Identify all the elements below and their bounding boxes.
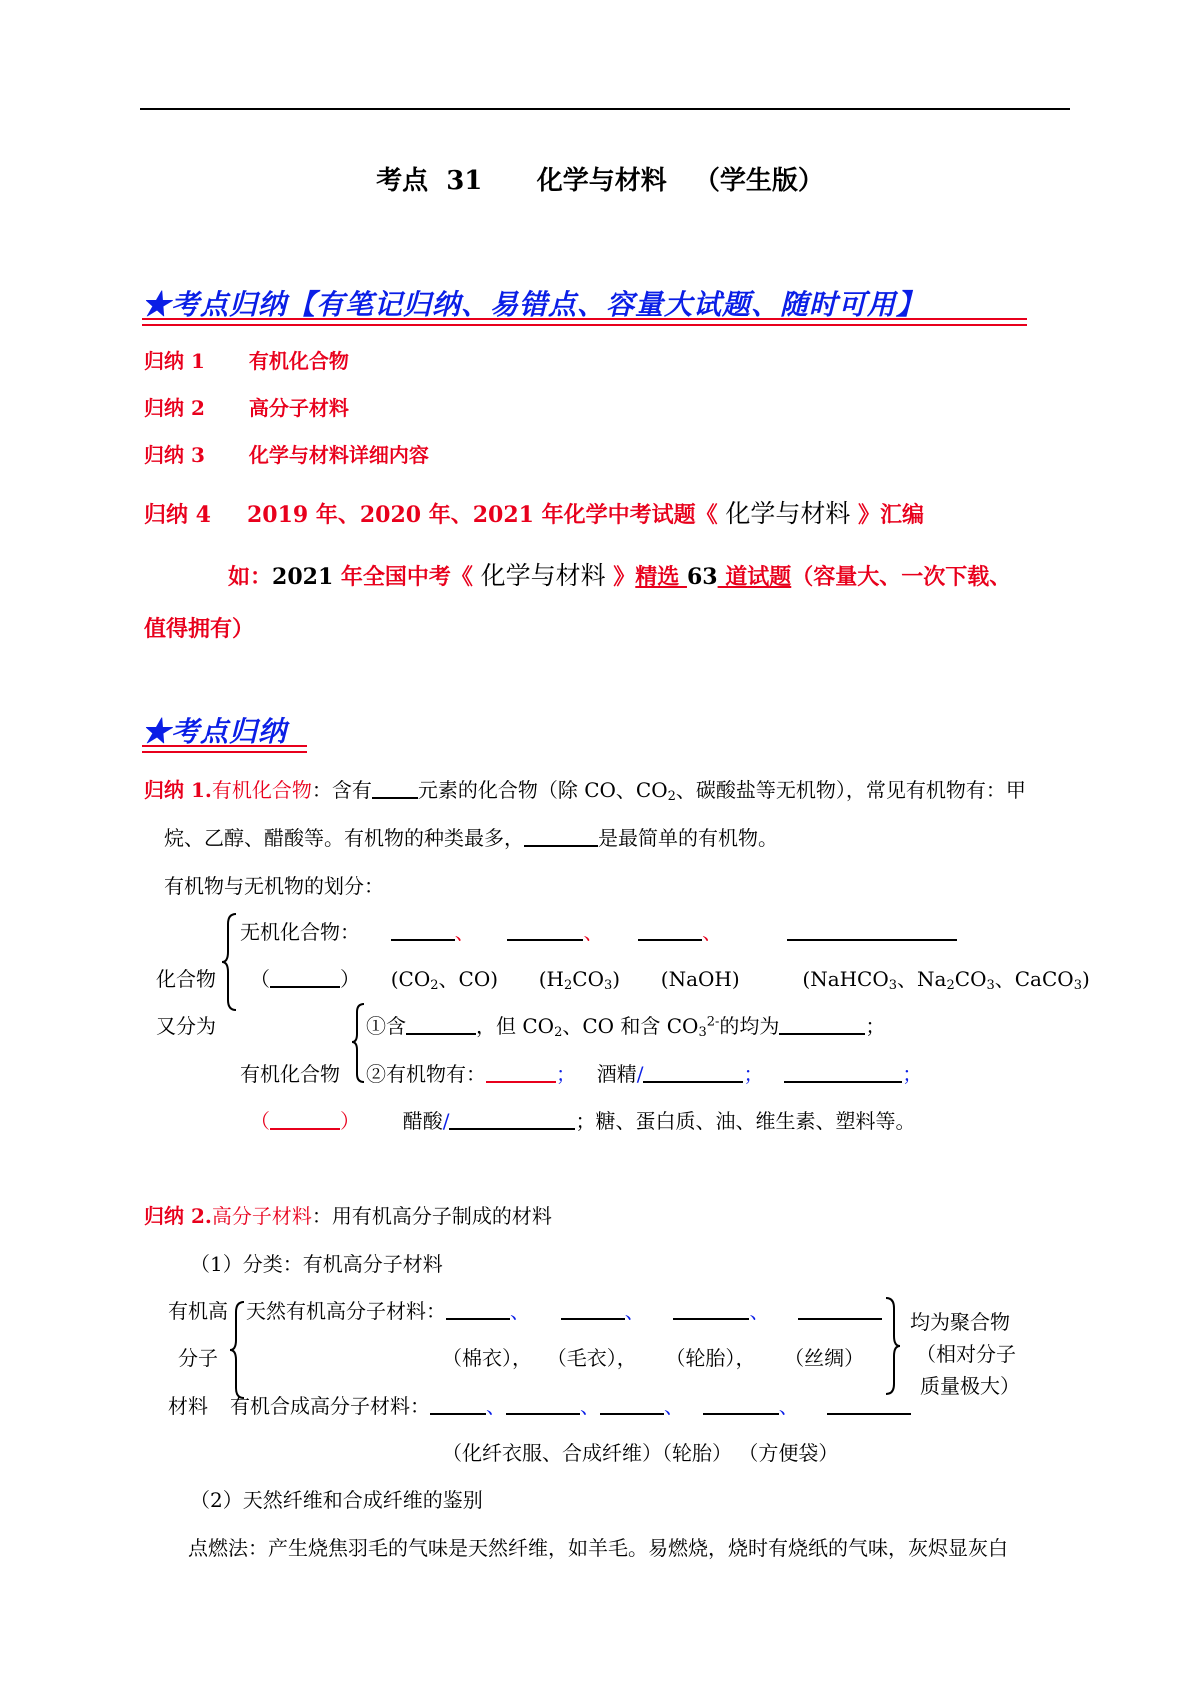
organic-line1: ①含 ，但 $CO_2$、CO 和含 $CO_3^{2-}$的均为 ； — [366, 1014, 886, 1040]
section2-heading: 归纳 2.高分子材料：用有机高分子制成的材料 — [144, 1204, 552, 1228]
banner-summary: ★考点归纳 — [142, 715, 288, 748]
blank-inorg-1[interactable] — [391, 921, 455, 941]
promo-line-2: 值得拥有） — [144, 616, 255, 642]
brace-compound — [222, 912, 238, 1012]
banner-underline — [142, 318, 1027, 326]
banner-text: 考点归纳【有笔记归纳、易错点、容量大试题、随时可用】 — [171, 288, 926, 321]
blank-synthetic-4[interactable] — [703, 1395, 779, 1415]
blank-organic-2[interactable] — [784, 1063, 902, 1083]
blank-inorganic-class[interactable] — [779, 1015, 865, 1035]
promo-link-questions[interactable]: 道试题 — [717, 564, 792, 590]
natural-examples: （棉衣）， （毛衣）， （轮胎）， （丝绸） — [442, 1346, 865, 1370]
blank-organic-1[interactable] — [486, 1063, 556, 1083]
toc-item-2[interactable]: 归纳 2 高分子材料 — [144, 396, 349, 420]
label-compound: 化合物 — [156, 967, 216, 991]
synthetic-row: 有机合成高分子材料： 、 、 、 、 — [230, 1390, 911, 1419]
blank-organic-3[interactable] — [270, 1110, 340, 1130]
blank-inorg-type[interactable] — [270, 968, 340, 988]
organic-line2: ②有机物有： ； 酒精/ ； ； — [366, 1062, 923, 1086]
blank-organic-element[interactable] — [406, 1015, 476, 1035]
section2-sub2: （2）天然纤维和合成纤维的鉴别 — [190, 1488, 483, 1512]
left-label-1: 有机高 — [168, 1299, 228, 1323]
inorganic-row: 无机化合物： 、 、 、 — [240, 916, 957, 945]
banner-summary-full — [142, 283, 925, 323]
label-organic: 有机化合物 — [240, 1062, 340, 1086]
left-label-3: 材料 — [168, 1394, 208, 1418]
inorganic-examples-row: （ ） ($CO_2$、CO) $(H_2CO_3)$ (NaOH) (NaHCO$_3$、$Na_2CO_3$、CaCO$_3$) — [250, 967, 1090, 993]
promo-link-select[interactable]: 精选 — [635, 564, 687, 590]
toc-item-1[interactable]: 归纳 1 有机化合物 — [144, 349, 349, 373]
toc-item-3[interactable]: 归纳 3 化学与材料详细内容 — [144, 443, 429, 467]
toc-item-4[interactable]: 归纳 4 2019 年、2020 年、2021 年化学中考试题《 化学与材料 》汇编 — [144, 499, 925, 528]
brace-organic — [352, 1002, 366, 1084]
banner2-underline — [142, 745, 307, 753]
blank-inorg-3[interactable] — [638, 921, 702, 941]
page-title: 考点 31 化学与材料 （学生版） — [376, 166, 824, 196]
section2-sub1: （1）分类：有机高分子材料 — [190, 1252, 443, 1276]
right-label-3: 质量极大） — [920, 1374, 1020, 1398]
brace-polymer-right — [884, 1296, 900, 1396]
blank-synthetic-5[interactable] — [827, 1395, 911, 1415]
synthetic-examples: （化纤衣服、合成纤维）（轮胎） （方便袋） — [442, 1441, 839, 1465]
blank-synthetic-2[interactable] — [506, 1395, 580, 1415]
section2-burn-method: 点燃法：产生烧焦羽毛的气味是天然纤维，如羊毛。易燃烧，烧时有烧纸的气味，灰烬显灰白 — [188, 1536, 1008, 1560]
label-divided: 又分为 — [156, 1014, 216, 1038]
organic-line3: （ ） 醋酸/ ；糖、蛋白质、油、维生素、塑料等。 — [250, 1109, 916, 1133]
header-rule — [140, 108, 1070, 110]
natural-row: 天然有机高分子材料： 、 、 、 — [246, 1295, 882, 1324]
blank-inorg-4[interactable] — [787, 921, 957, 941]
blank-synthetic-3[interactable] — [600, 1395, 664, 1415]
section1-line1: 归纳 1.有机化合物：含有 元素的化合物（除 CO、$CO_2$、碳酸盐等无机物），常见有机物有：甲 — [144, 778, 1026, 804]
blank-vinegar[interactable] — [449, 1110, 575, 1130]
blank-inorg-2[interactable] — [507, 921, 583, 941]
section1-line3: 有机物与无机物的划分： — [164, 874, 384, 898]
brace-polymer — [230, 1300, 246, 1400]
right-label-2: （相对分子 — [916, 1342, 1016, 1366]
blank-natural-4[interactable] — [798, 1300, 882, 1320]
blank-natural-1[interactable] — [446, 1300, 510, 1320]
blank-natural-3[interactable] — [673, 1300, 749, 1320]
blank-natural-2[interactable] — [561, 1300, 625, 1320]
section1-line2: 烷、乙醇、醋酸等。有机物的种类最多， 是最简单的有机物。 — [164, 826, 778, 850]
blank-element[interactable] — [372, 779, 418, 799]
star-icon: ★ — [142, 715, 172, 748]
promo-line: 如：2021 年全国中考《 化学与材料 》精选 63 道试题（容量大、一次下载、 — [228, 561, 1012, 590]
blank-simplest-organic[interactable] — [524, 827, 598, 847]
blank-alcohol[interactable] — [643, 1063, 743, 1083]
blank-synthetic-1[interactable] — [430, 1395, 486, 1415]
left-label-2: 分子 — [178, 1346, 218, 1370]
star-icon: ★ — [142, 288, 172, 321]
right-label-1: 均为聚合物 — [910, 1310, 1010, 1334]
